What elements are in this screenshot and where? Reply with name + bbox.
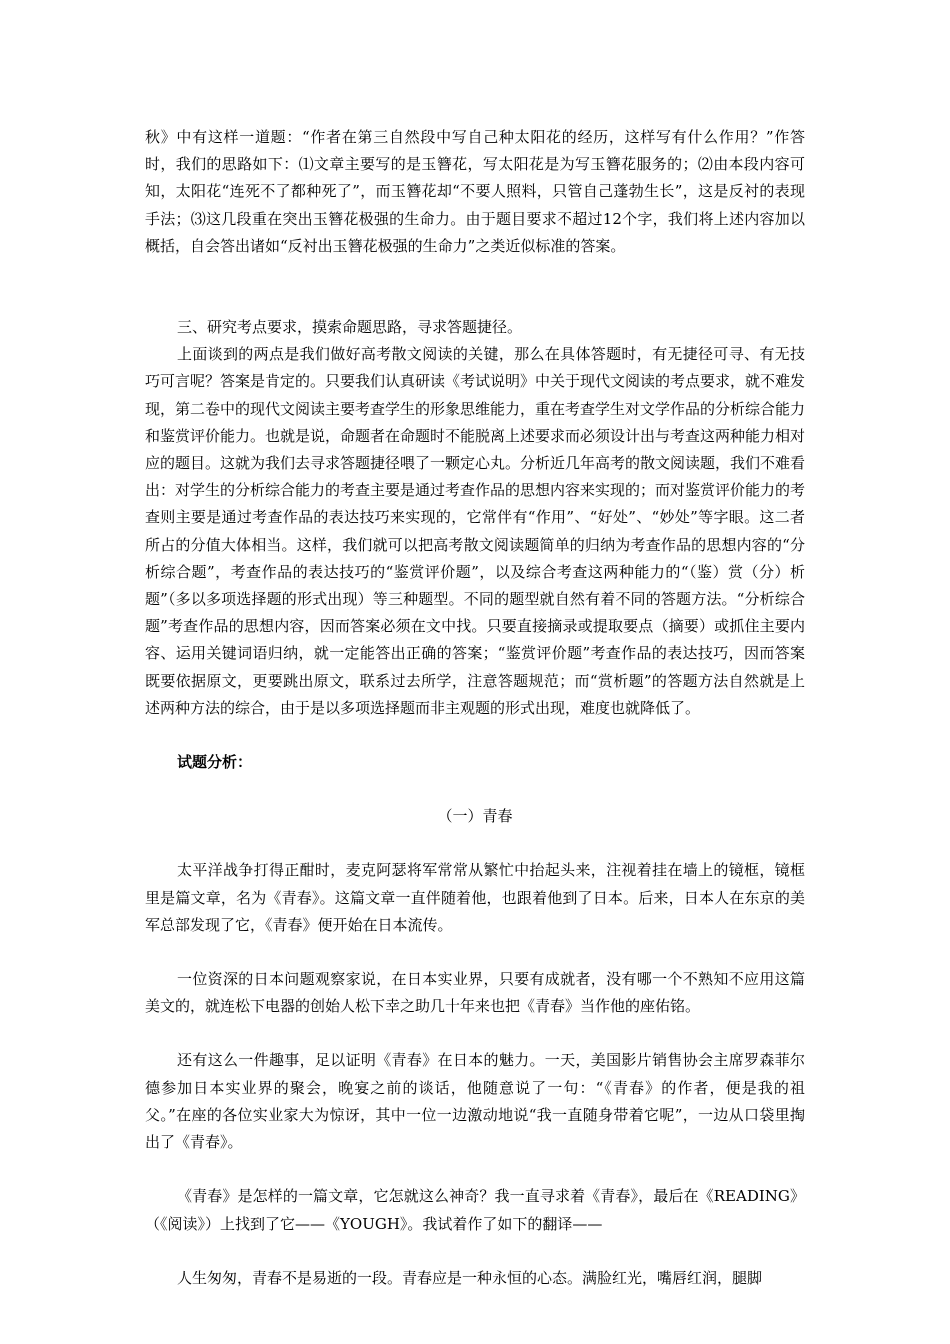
analysis-label: 试题分析：: [177, 753, 253, 772]
article-title: （一）青春: [437, 807, 513, 826]
paragraph: 太平洋战争打得正酣时，麦克阿瑟将军常常从繁忙中抬起头来，注视着挂在墙上的镜框，镜框里是篇文章，名为《青春》。这篇文章一直伴随着他，也跟着他到了日本。后来，日本人在东京的美军总部发现了它，《青春》便开始在日本流传。: [145, 861, 805, 934]
spacer: [145, 260, 805, 314]
paragraph: 还有这么一件趣事，足以证明《青春》在日本的魅力。一天，美国影片销售协会主席罗森菲尔德参加日本实业界的聚会，晚宴之前的谈话，他随意说了一句：“《青春》的作者，便是我的祖父。”在座的各位实业家大为惊讶，其中一位一边激动地说“我一直随身带着它呢”，一边从口袋里掏出了《青春》。: [145, 1051, 805, 1152]
spacer: [145, 830, 805, 857]
document-page: [145, 124, 805, 1292]
spacer: [145, 722, 805, 749]
paragraph-continued: 秋》中有这样一道题：“作者在第三自然段中写自己种太阳花的经历，这样写有什么作用？”作答时，我们的思路如下：⑴文章主要写的是玉簪花，写太阳花是为写玉簪花服务的；⑵由本段内容可知，太阳花“连死不了都种死了”，而玉簪花却“不要人照料，只管自己蓬勃生长”，这是反衬的表现手法；⑶这几段重在突出玉簪花极强的生命力。由于题目要求不超过12个字，我们将上述内容加以概括，自会答出诸如“反衬出玉簪花极强的生命力”之类近似标准的答案。: [145, 128, 805, 255]
spacer: [145, 776, 805, 803]
spacer: [145, 939, 805, 966]
paragraph: 《青春》是怎样的一篇文章，它怎就这么神奇？我一直寻求着《青春》，最后在《READING》（《阅读》）上找到了它——《YOUGH》。我试着作了如下的翻译——: [145, 1187, 805, 1233]
paragraph: 上面谈到的两点是我们做好高考散文阅读的关键，那么在具体答题时，有无捷径可寻、有无技巧可言呢？答案是肯定的。只要我们认真研读《考试说明》中关于现代文阅读的考点要求，就不难发现，第二卷中的现代文阅读主要考查学生的形象思维能力，重在考查学生对文学作品的分析综合能力和鉴赏评价能力。也就是说，命题者在命题时不能脱离上述要求而必须设计出与考查这两种能力相对应的题目。这就为我们去寻求答题捷径喂了一颗定心丸。分析近几年高考的散文阅读题，我们不难看出：对学生的分析综合能力的考查主要是通过考查作品的思想内容来实现的；而对鉴赏评价能力的考查则主要是通过考查作品的表达技巧来实现的，它常伴有“作用”、“好处”、“妙处”等字眼。这二者所占的分值大体相当。这样，我们就可以把高考散文阅读题简单的归纳为考查作品的思想内容的“分析综合题”，考查作品的表达技巧的“鉴赏评价题”，以及综合考查这两种能力的“（鉴）赏（分）析题”（多以多项选择题的形式出现）等三种题型。不同的题型就自然有着不同的答题方法。“分析综合题”考查作品的思想内容，因而答案必须在文中找。只要直接摘录或提取要点（摘要）或抓住主要内容、运用关键词语归纳，就一定能答出正确的答案；“鉴赏评价题”考查作品的表达技巧，因而答案既要依据原文，更要跳出原文，联系过去所学，注意答题规范；而“赏析题”的答题方法自然就是上述两种方法的综合，由于是以多项选择题而非主观题的形式出现，难度也就降低了。: [145, 345, 806, 717]
spacer: [145, 1020, 805, 1047]
paragraph: 人生匆匆，青春不是易逝的一段。青春应是一种永恒的心态。满脸红光，嘴唇红润，腿脚: [177, 1268, 763, 1287]
paragraph: 一位资深的日本问题观察家说，在日本实业界，只要有成就者，没有哪一个不熟知不应用这篇美文的，就连松下电器的创始人松下幸之助几十年来也把《青春》当作他的座佑铭。: [145, 970, 805, 1016]
section-heading: 三、研究考点要求，摸索命题思路，寻求答题捷径。: [177, 318, 523, 337]
spacer: [145, 1238, 805, 1265]
spacer: [145, 1156, 805, 1183]
